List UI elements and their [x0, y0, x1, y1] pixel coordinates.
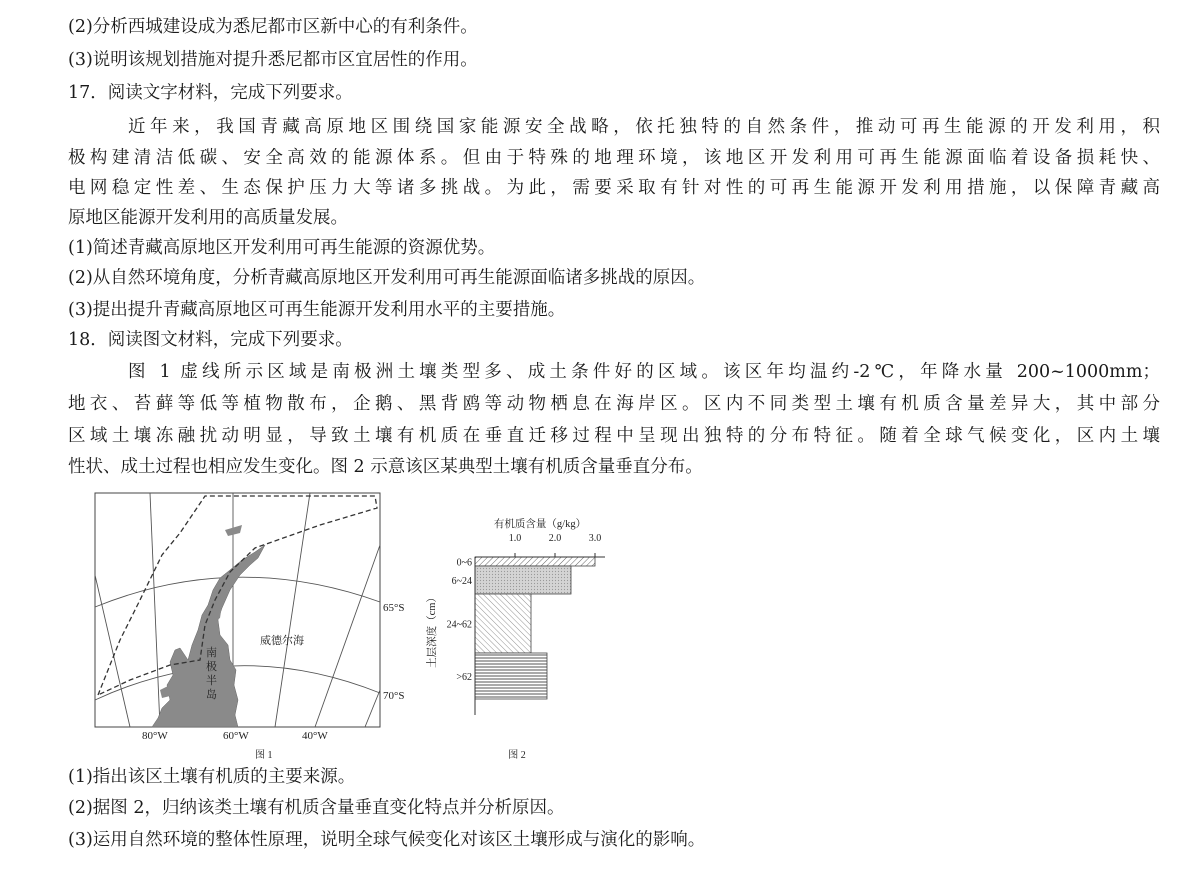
peninsula-label: 极 — [206, 661, 217, 673]
figure2-caption: 图 2 — [508, 750, 526, 761]
peninsula-label: 半 — [206, 675, 217, 687]
figure1-caption: 图 1 — [255, 750, 273, 761]
lat-label-70: 70°S — [383, 690, 405, 702]
q16-sub2: (2)分析西城建设成为悉尼都市区新中心的有利条件。 — [68, 17, 478, 37]
y-axis-label: 土层深度（cm） — [427, 592, 438, 668]
q17-sub2: (2)从自然环境角度，分析青藏高原地区开发利用可再生能源面临诸多挑战的原因。 — [68, 268, 706, 288]
bar-24~62 — [475, 594, 531, 653]
q18-para-line: 图 1 虚线所示区域是南极洲土壤类型多、成土条件好的区域。该区年均温约-2℃，年降水量 200~1000mm； — [128, 362, 1160, 382]
weddell-sea-label: 威德尔海 — [260, 635, 304, 647]
q17-para-line: 电网稳定性差、生态保护压力大等诸多挑战。为此，需要采取有针对性的可再生能源开发利用措施，以保障青藏高 — [68, 178, 1160, 198]
q17-para-line: 极构建清洁低碳、安全高效的能源体系。但由于特殊的地理环境，该地区开发利用可再生能源面临着设备损耗快、 — [68, 148, 1160, 168]
y-tick-label: >62 — [456, 672, 472, 683]
q17-sub1: (1)简述青藏高原地区开发利用可再生能源的资源优势。 — [68, 238, 496, 258]
peninsula-label: 岛 — [206, 689, 217, 701]
lon-label-40: 40°W — [302, 730, 328, 742]
q18-heading: 18．阅读图文材料，完成下列要求。 — [68, 330, 353, 350]
peninsula-label: 南 — [206, 647, 217, 659]
q18-para-line: 地衣、苔藓等低等植物散布，企鹅、黑背鸥等动物栖息在海岸区。区内不同类型土壤有机质含量差异大，其中部分 — [68, 394, 1160, 414]
q18-sub3: (3)运用自然环境的整体性原理，说明全球气候变化对该区土壤形成与演化的影响。 — [68, 830, 706, 850]
bar-0~6 — [475, 557, 595, 566]
q17-heading: 17．阅读文字材料，完成下列要求。 — [68, 83, 353, 103]
bar-6~24 — [475, 566, 571, 594]
x-tick-label: 1.0 — [508, 533, 522, 544]
q17-para-line: 原地区能源开发利用的高质量发展。 — [68, 208, 348, 228]
q18-sub2: (2)据图 2，归纳该类土壤有机质含量垂直变化特点并分析原因。 — [68, 798, 565, 818]
x-tick-label: 2.0 — [548, 533, 562, 544]
bar->62 — [475, 653, 547, 699]
lat-label-65: 65°S — [383, 602, 405, 614]
q18-para-line: 区域土壤冻融扰动明显，导致土壤有机质在垂直迁移过程中呈现出独特的分布特征。随着全球气候变化，区内土壤 — [68, 426, 1160, 446]
q18-sub1: (1)指出该区土壤有机质的主要来源。 — [68, 767, 356, 787]
figure2-chart — [410, 510, 610, 765]
chart-title: 有机质含量（g/kg） — [493, 519, 587, 530]
q16-sub3: (3)说明该规划措施对提升悉尼都市区宜居性的作用。 — [68, 50, 478, 70]
y-tick-label: 6~24 — [451, 576, 472, 587]
y-tick-label: 0~6 — [456, 557, 472, 569]
q17-para-line: 近年来，我国青藏高原地区围绕国家能源安全战略，依托独特的自然条件，推动可再生能源的开发利用，积 — [128, 117, 1160, 137]
q18-para-line: 性状、成土过程也相应发生变化。图 2 示意该区某典型土壤有机质含量垂直分布。 — [68, 457, 703, 477]
lon-label-60: 60°W — [223, 730, 249, 742]
lon-label-80: 80°W — [142, 730, 168, 742]
figure1-map — [70, 490, 410, 765]
q17-sub3: (3)提出提升青藏高原地区可再生能源开发利用水平的主要措施。 — [68, 300, 566, 320]
x-tick-label: 3.0 — [588, 533, 602, 544]
y-tick-label: 24~62 — [446, 619, 472, 631]
